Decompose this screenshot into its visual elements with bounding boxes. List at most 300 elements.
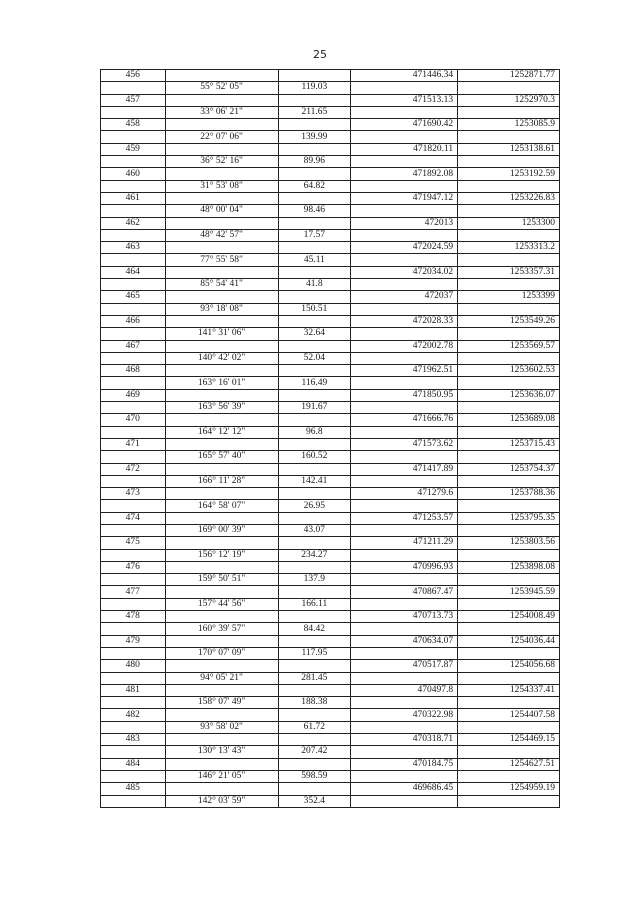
direction-angle-cell: 140° 42' 02" [165, 352, 278, 364]
direction-angle-cell: 163° 16' 01" [165, 377, 278, 389]
x-coordinate-cell: 471513.13 [351, 94, 458, 106]
x-coordinate-cell: 471573.62 [351, 438, 458, 450]
table-row-segment [101, 697, 560, 709]
point-number-cell: 462 [101, 217, 166, 229]
empty-cell [278, 783, 351, 795]
point-number-cell: 461 [101, 192, 166, 204]
empty-cell [351, 352, 458, 364]
empty-cell [101, 377, 166, 389]
table-row-point [101, 783, 560, 795]
y-coordinate-cell: 1254959.19 [458, 783, 560, 795]
empty-cell [351, 303, 458, 315]
distance-cell: 45.11 [278, 254, 351, 266]
y-coordinate-cell: 1252970.3 [458, 94, 560, 106]
empty-cell [165, 389, 278, 401]
y-coordinate-cell: 1254337.41 [458, 684, 560, 696]
point-number-cell: 469 [101, 389, 166, 401]
empty-cell [458, 254, 560, 266]
x-coordinate-cell: 471279.6 [351, 488, 458, 500]
x-coordinate-cell: 471850.95 [351, 389, 458, 401]
empty-cell [165, 537, 278, 549]
empty-cell [165, 783, 278, 795]
empty-cell [165, 758, 278, 770]
empty-cell [458, 672, 560, 684]
y-coordinate-cell: 1253689.08 [458, 414, 560, 426]
table-row-segment [101, 451, 560, 463]
empty-cell [101, 279, 166, 291]
y-coordinate-cell: 1253357.31 [458, 266, 560, 278]
empty-cell [101, 131, 166, 143]
distance-cell: 352.4 [278, 795, 351, 807]
x-coordinate-cell: 471253.57 [351, 512, 458, 524]
empty-cell [165, 365, 278, 377]
empty-cell [278, 315, 351, 327]
empty-cell [458, 82, 560, 94]
y-coordinate-cell: 1253636.07 [458, 389, 560, 401]
distance-cell: 89.96 [278, 156, 351, 168]
empty-cell [278, 586, 351, 598]
empty-cell [458, 475, 560, 487]
table-row-point [101, 758, 560, 770]
empty-cell [458, 770, 560, 782]
table-row-point [101, 217, 560, 229]
empty-cell [101, 524, 166, 536]
empty-cell [458, 795, 560, 807]
table-row-segment [101, 180, 560, 192]
y-coordinate-cell: 1253300 [458, 217, 560, 229]
empty-cell [165, 512, 278, 524]
x-coordinate-cell: 471417.89 [351, 463, 458, 475]
y-coordinate-cell: 1253549.26 [458, 315, 560, 327]
x-coordinate-cell: 471211.29 [351, 537, 458, 549]
table-row-segment [101, 500, 560, 512]
empty-cell [278, 512, 351, 524]
empty-cell [101, 500, 166, 512]
empty-cell [351, 672, 458, 684]
x-coordinate-cell: 472024.59 [351, 242, 458, 254]
direction-angle-cell: 93° 18' 08" [165, 303, 278, 315]
empty-cell [165, 684, 278, 696]
empty-cell [101, 254, 166, 266]
empty-cell [101, 229, 166, 241]
table-row-point [101, 340, 560, 352]
y-coordinate-cell: 1253803.56 [458, 537, 560, 549]
distance-cell: 234.27 [278, 549, 351, 561]
distance-cell: 191.67 [278, 402, 351, 414]
coordinates-table [100, 69, 560, 808]
table-row-point [101, 512, 560, 524]
distance-cell: 281.45 [278, 672, 351, 684]
empty-cell [351, 623, 458, 635]
y-coordinate-cell: 1254036.44 [458, 635, 560, 647]
y-coordinate-cell: 1253085.9 [458, 119, 560, 131]
table-row-segment [101, 647, 560, 659]
empty-cell [278, 168, 351, 180]
empty-cell [458, 426, 560, 438]
table-row-segment [101, 623, 560, 635]
empty-cell [351, 82, 458, 94]
direction-angle-cell: 166° 11' 28" [165, 475, 278, 487]
x-coordinate-cell: 471446.34 [351, 70, 458, 82]
empty-cell [278, 660, 351, 672]
empty-cell [351, 549, 458, 561]
empty-cell [351, 254, 458, 266]
table-row-point [101, 266, 560, 278]
empty-cell [101, 205, 166, 217]
empty-cell [458, 106, 560, 118]
empty-cell [101, 672, 166, 684]
empty-cell [278, 217, 351, 229]
empty-cell [101, 549, 166, 561]
point-number-cell: 466 [101, 315, 166, 327]
empty-cell [351, 229, 458, 241]
empty-cell [458, 697, 560, 709]
point-number-cell: 457 [101, 94, 166, 106]
table-row-segment [101, 770, 560, 782]
empty-cell [351, 156, 458, 168]
empty-cell [278, 709, 351, 721]
y-coordinate-cell: 1254627.51 [458, 758, 560, 770]
point-number-cell: 479 [101, 635, 166, 647]
point-number-cell: 458 [101, 119, 166, 131]
y-coordinate-cell: 1253226.83 [458, 192, 560, 204]
empty-cell [278, 758, 351, 770]
x-coordinate-cell: 472037 [351, 291, 458, 303]
direction-angle-cell: 85° 54' 41" [165, 279, 278, 291]
point-number-cell: 482 [101, 709, 166, 721]
direction-angle-cell: 22° 07' 06" [165, 131, 278, 143]
table-row-point [101, 488, 560, 500]
table-row-segment [101, 303, 560, 315]
table-row-segment [101, 721, 560, 733]
point-number-cell: 471 [101, 438, 166, 450]
y-coordinate-cell: 1253754.37 [458, 463, 560, 475]
empty-cell [278, 291, 351, 303]
direction-angle-cell: 157° 44' 56" [165, 598, 278, 610]
direction-angle-cell: 93° 58' 02" [165, 721, 278, 733]
table-row-point [101, 119, 560, 131]
direction-angle-cell: 169° 00' 39" [165, 524, 278, 536]
table-row-segment [101, 377, 560, 389]
table-row-segment [101, 205, 560, 217]
empty-cell [278, 438, 351, 450]
distance-cell: 84.42 [278, 623, 351, 635]
empty-cell [458, 500, 560, 512]
point-number-cell: 464 [101, 266, 166, 278]
page-number: 25 [313, 48, 327, 61]
direction-angle-cell: 48° 42' 57" [165, 229, 278, 241]
empty-cell [165, 340, 278, 352]
distance-cell: 32.64 [278, 328, 351, 340]
direction-angle-cell: 170° 07' 09" [165, 647, 278, 659]
y-coordinate-cell: 1253795.35 [458, 512, 560, 524]
table-row-point [101, 709, 560, 721]
empty-cell [278, 611, 351, 623]
empty-cell [165, 660, 278, 672]
y-coordinate-cell: 1253788.36 [458, 488, 560, 500]
y-coordinate-cell: 1253399 [458, 291, 560, 303]
x-coordinate-cell: 471947.12 [351, 192, 458, 204]
direction-angle-cell: 165° 57' 40" [165, 451, 278, 463]
point-number-cell: 459 [101, 143, 166, 155]
empty-cell [101, 475, 166, 487]
empty-cell [351, 746, 458, 758]
empty-cell [278, 143, 351, 155]
table-row-point [101, 635, 560, 647]
distance-cell: 207.42 [278, 746, 351, 758]
table-row-segment [101, 82, 560, 94]
distance-cell: 119.03 [278, 82, 351, 94]
y-coordinate-cell: 1253602.53 [458, 365, 560, 377]
empty-cell [165, 414, 278, 426]
empty-cell [351, 697, 458, 709]
x-coordinate-cell: 472034.02 [351, 266, 458, 278]
empty-cell [278, 414, 351, 426]
direction-angle-cell: 142° 03' 59" [165, 795, 278, 807]
empty-cell [351, 377, 458, 389]
empty-cell [165, 586, 278, 598]
point-number-cell: 473 [101, 488, 166, 500]
empty-cell [458, 303, 560, 315]
empty-cell [351, 402, 458, 414]
direction-angle-cell: 55° 52' 05" [165, 82, 278, 94]
empty-cell [458, 180, 560, 192]
distance-cell: 26.95 [278, 500, 351, 512]
empty-cell [351, 106, 458, 118]
table-row-point [101, 463, 560, 475]
empty-cell [278, 463, 351, 475]
empty-cell [165, 242, 278, 254]
empty-cell [165, 611, 278, 623]
empty-cell [351, 721, 458, 733]
y-coordinate-cell: 1253313.2 [458, 242, 560, 254]
x-coordinate-cell: 470996.93 [351, 561, 458, 573]
distance-cell: 61.72 [278, 721, 351, 733]
table-row-segment [101, 106, 560, 118]
table-row-point [101, 242, 560, 254]
distance-cell: 98.46 [278, 205, 351, 217]
table-row-point [101, 561, 560, 573]
table-row-point [101, 586, 560, 598]
empty-cell [278, 242, 351, 254]
table-row-segment [101, 156, 560, 168]
distance-cell: 41.8 [278, 279, 351, 291]
table-row-segment [101, 574, 560, 586]
empty-cell [458, 451, 560, 463]
x-coordinate-cell: 471666.76 [351, 414, 458, 426]
empty-cell [458, 598, 560, 610]
empty-cell [165, 291, 278, 303]
empty-cell [165, 709, 278, 721]
empty-cell [458, 746, 560, 758]
empty-cell [165, 488, 278, 500]
direction-angle-cell: 163° 56' 39" [165, 402, 278, 414]
table-row-segment [101, 229, 560, 241]
table-row-point [101, 611, 560, 623]
empty-cell [278, 684, 351, 696]
distance-cell: 96.8 [278, 426, 351, 438]
empty-cell [165, 168, 278, 180]
table-row-segment [101, 328, 560, 340]
empty-cell [278, 537, 351, 549]
empty-cell [351, 795, 458, 807]
empty-cell [165, 192, 278, 204]
empty-cell [101, 82, 166, 94]
empty-cell [101, 402, 166, 414]
distance-cell: 116.49 [278, 377, 351, 389]
table-row-segment [101, 279, 560, 291]
empty-cell [278, 70, 351, 82]
point-number-cell: 472 [101, 463, 166, 475]
direction-angle-cell: 156° 12' 19" [165, 549, 278, 561]
empty-cell [458, 156, 560, 168]
empty-cell [101, 795, 166, 807]
table-row-segment [101, 549, 560, 561]
table-row-point [101, 537, 560, 549]
empty-cell [351, 451, 458, 463]
point-number-cell: 474 [101, 512, 166, 524]
y-coordinate-cell: 1254407.58 [458, 709, 560, 721]
empty-cell [101, 598, 166, 610]
distance-cell: 160.52 [278, 451, 351, 463]
y-coordinate-cell: 1253898.08 [458, 561, 560, 573]
point-number-cell: 484 [101, 758, 166, 770]
distance-cell: 142.41 [278, 475, 351, 487]
table-row-point [101, 315, 560, 327]
direction-angle-cell: 130° 13' 43" [165, 746, 278, 758]
empty-cell [101, 106, 166, 118]
point-number-cell: 477 [101, 586, 166, 598]
empty-cell [165, 94, 278, 106]
direction-angle-cell: 141° 31' 06" [165, 328, 278, 340]
table-row-point [101, 438, 560, 450]
distance-cell: 188.38 [278, 697, 351, 709]
direction-angle-cell: 164° 58' 07" [165, 500, 278, 512]
empty-cell [351, 647, 458, 659]
empty-cell [458, 131, 560, 143]
table-row-segment [101, 402, 560, 414]
table-row-segment [101, 795, 560, 807]
empty-cell [458, 402, 560, 414]
empty-cell [278, 635, 351, 647]
distance-cell: 211.65 [278, 106, 351, 118]
x-coordinate-cell: 469686.45 [351, 783, 458, 795]
table-row-point [101, 734, 560, 746]
point-number-cell: 483 [101, 734, 166, 746]
distance-cell: 64.82 [278, 180, 351, 192]
empty-cell [278, 561, 351, 573]
table-row-segment [101, 672, 560, 684]
x-coordinate-cell: 471820.11 [351, 143, 458, 155]
point-number-cell: 460 [101, 168, 166, 180]
y-coordinate-cell: 1253569.57 [458, 340, 560, 352]
x-coordinate-cell: 471690.42 [351, 119, 458, 131]
table-row-point [101, 291, 560, 303]
empty-cell [351, 475, 458, 487]
empty-cell [101, 647, 166, 659]
table-row-point [101, 168, 560, 180]
y-coordinate-cell: 1254008.49 [458, 611, 560, 623]
distance-cell: 150.51 [278, 303, 351, 315]
x-coordinate-cell: 470322.98 [351, 709, 458, 721]
empty-cell [278, 340, 351, 352]
empty-cell [278, 119, 351, 131]
direction-angle-cell: 31° 53' 08" [165, 180, 278, 192]
y-coordinate-cell: 1252871.77 [458, 70, 560, 82]
table-row-point [101, 660, 560, 672]
y-coordinate-cell: 1253138.61 [458, 143, 560, 155]
x-coordinate-cell: 470497.8 [351, 684, 458, 696]
x-coordinate-cell: 471962.51 [351, 365, 458, 377]
empty-cell [101, 451, 166, 463]
point-number-cell: 475 [101, 537, 166, 549]
distance-cell: 117.95 [278, 647, 351, 659]
x-coordinate-cell: 470184.75 [351, 758, 458, 770]
empty-cell [101, 746, 166, 758]
distance-cell: 137.9 [278, 574, 351, 586]
empty-cell [458, 328, 560, 340]
empty-cell [101, 156, 166, 168]
direction-angle-cell: 164° 12' 12" [165, 426, 278, 438]
empty-cell [101, 574, 166, 586]
empty-cell [278, 192, 351, 204]
empty-cell [351, 770, 458, 782]
empty-cell [101, 180, 166, 192]
table-row-segment [101, 352, 560, 364]
empty-cell [165, 463, 278, 475]
table-row-point [101, 414, 560, 426]
point-number-cell: 465 [101, 291, 166, 303]
point-number-cell: 467 [101, 340, 166, 352]
empty-cell [351, 574, 458, 586]
empty-cell [351, 500, 458, 512]
table-row-point [101, 94, 560, 106]
empty-cell [458, 205, 560, 217]
empty-cell [165, 438, 278, 450]
direction-angle-cell: 159° 50' 51" [165, 574, 278, 586]
point-number-cell: 456 [101, 70, 166, 82]
empty-cell [351, 598, 458, 610]
empty-cell [458, 377, 560, 389]
direction-angle-cell: 33° 06' 21" [165, 106, 278, 118]
table-row-point [101, 389, 560, 401]
empty-cell [165, 119, 278, 131]
table-row-segment [101, 475, 560, 487]
direction-angle-cell: 77° 55' 58" [165, 254, 278, 266]
x-coordinate-cell: 470867.47 [351, 586, 458, 598]
empty-cell [278, 365, 351, 377]
table-row-segment [101, 524, 560, 536]
empty-cell [458, 574, 560, 586]
empty-cell [101, 721, 166, 733]
empty-cell [351, 328, 458, 340]
x-coordinate-cell: 471892.08 [351, 168, 458, 180]
empty-cell [278, 389, 351, 401]
point-number-cell: 476 [101, 561, 166, 573]
y-coordinate-cell: 1253715.43 [458, 438, 560, 450]
distance-cell: 166.11 [278, 598, 351, 610]
empty-cell [165, 143, 278, 155]
distance-cell: 139.99 [278, 131, 351, 143]
table-row-point [101, 684, 560, 696]
point-number-cell: 480 [101, 660, 166, 672]
table-row-segment [101, 131, 560, 143]
empty-cell [101, 352, 166, 364]
table-row-point [101, 192, 560, 204]
table-body [101, 70, 560, 808]
distance-cell: 17.57 [278, 229, 351, 241]
distance-cell: 43.07 [278, 524, 351, 536]
